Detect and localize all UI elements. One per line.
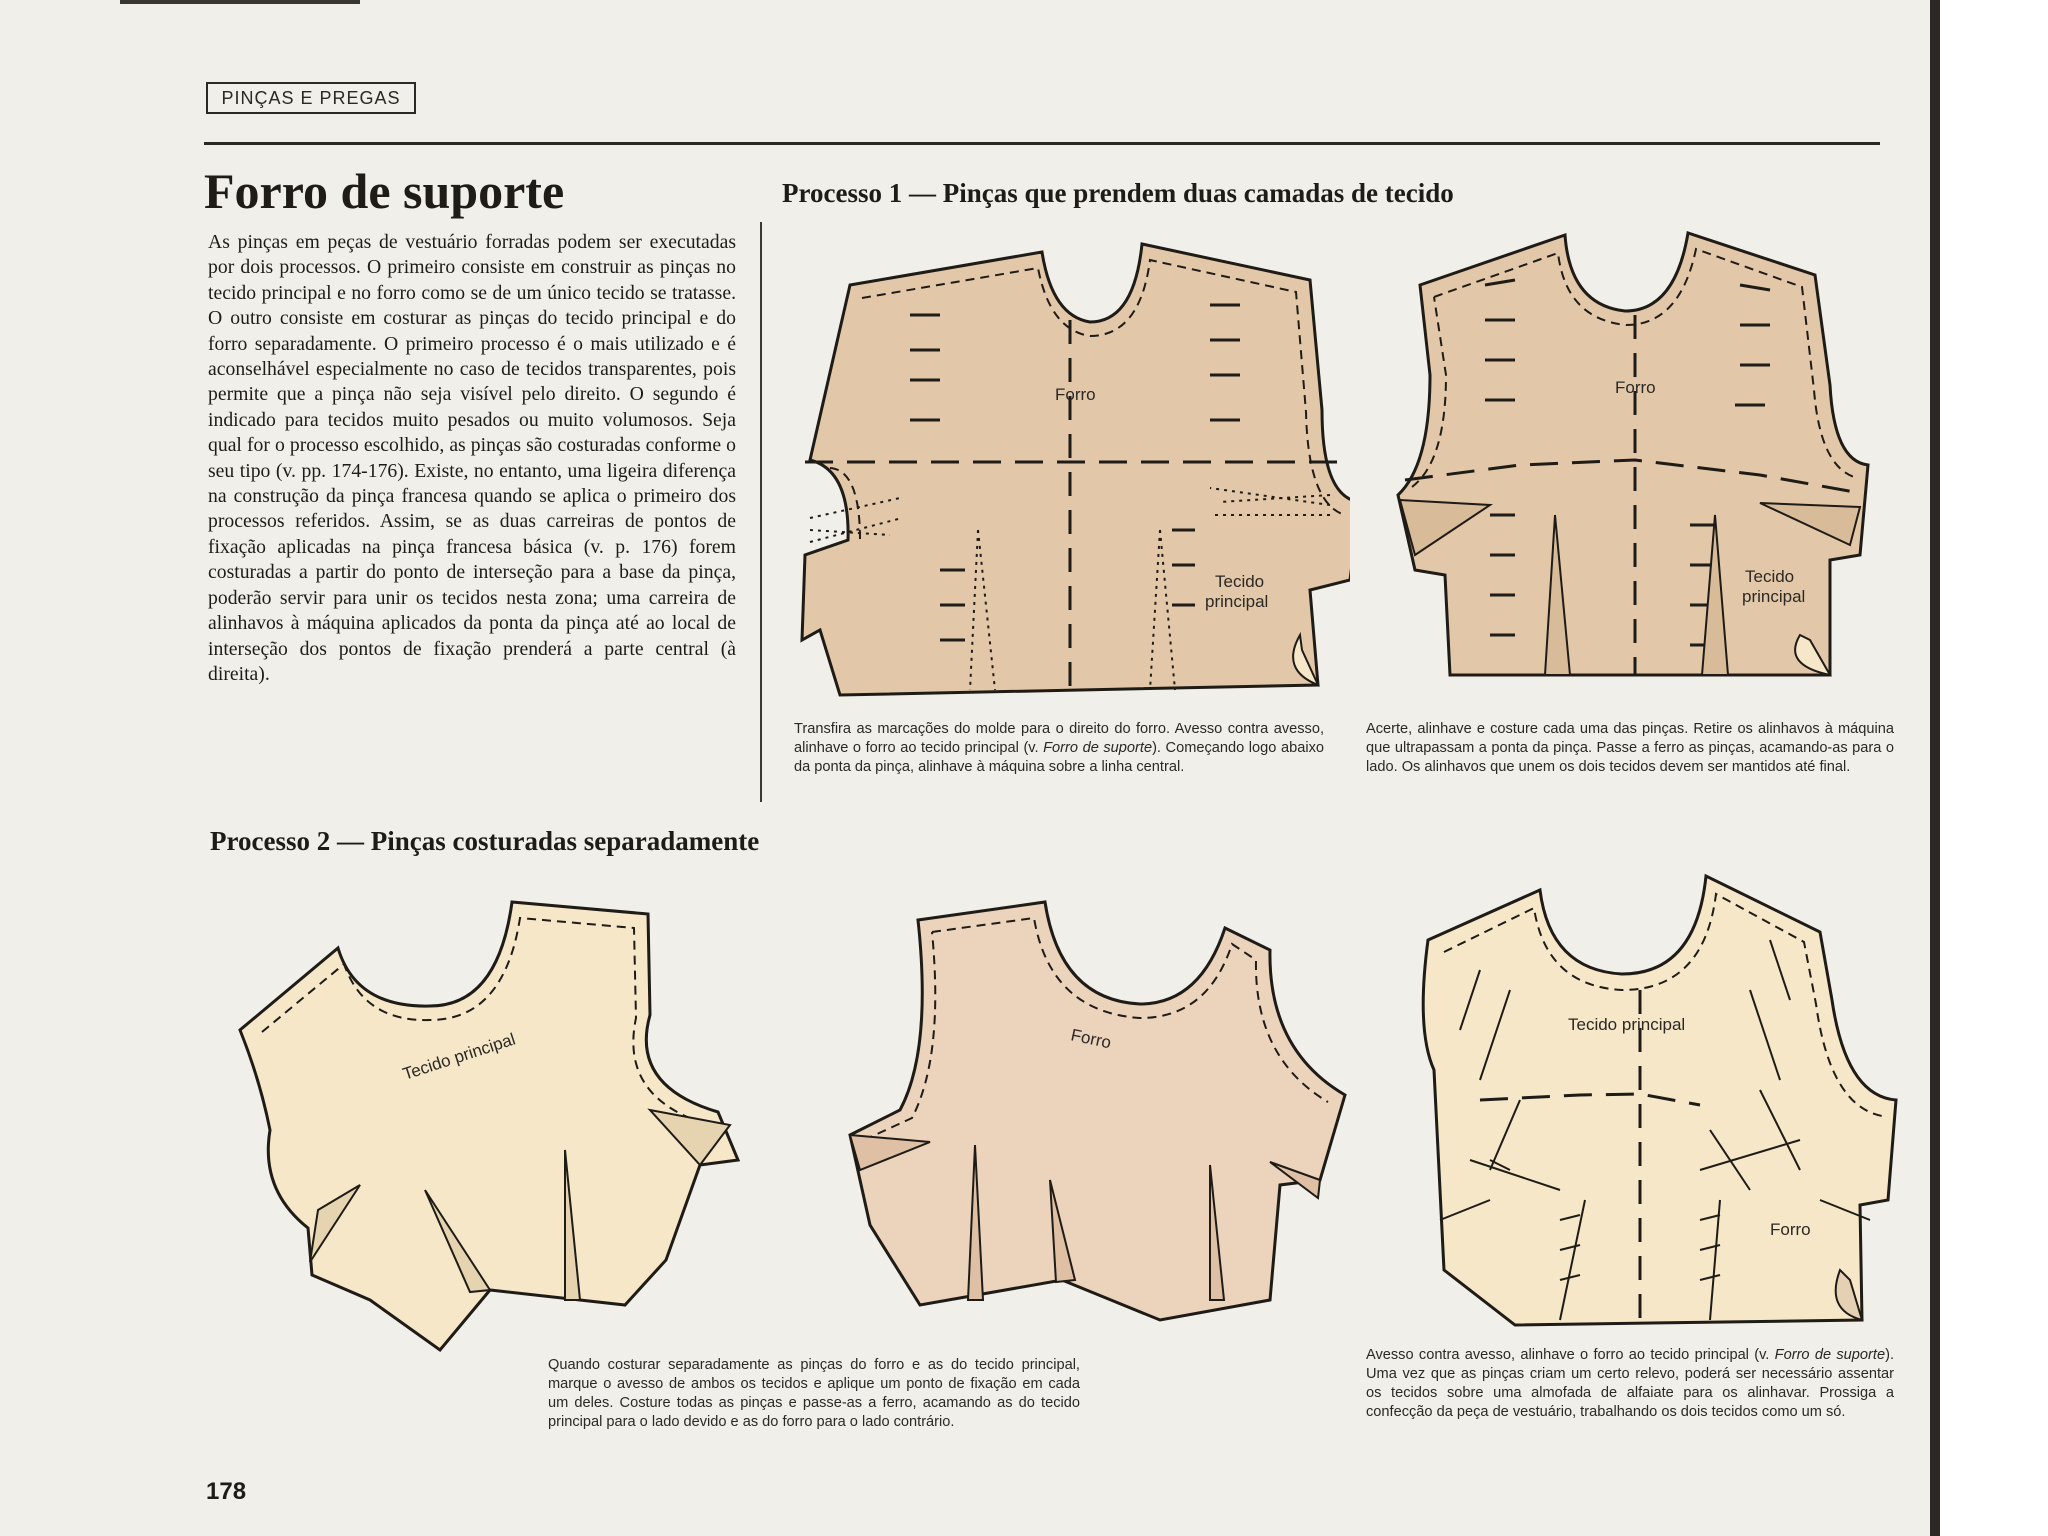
section-label: PINÇAS E PREGAS — [206, 82, 416, 114]
label-principal: principal — [1205, 592, 1269, 611]
label-tecido: Tecido — [1745, 567, 1795, 586]
book-spine — [1930, 0, 1940, 1536]
label-forro: Forro — [1055, 385, 1096, 404]
caption-process2-right: Avesso contra avesso, alinhave o forro ao tecido principal (v. Forro de suporte). Uma vez que as pinças criam um certo relevo, poderá ser necessário assentar os tecidos sobre uma almofada de alfaiate para os alinhavar. Prossiga a confecção da peça de vestuário, trabalhando os dois tecidos como um só. — [1366, 1347, 1894, 1420]
figure-process1-step2 — [1390, 225, 1890, 695]
intro-paragraph: As pinças em peças de vestuário forradas podem ser executadas por dois processos. O primeiro consiste em construir as pinças no tecido principal e no forro como se de um único tecido se tratasse. O outro consiste em costurar as pinças do tecido principal e do forro separadamente. O primeiro processo é o mais utilizado e é aconselhável especialmente no caso de tecidos transparentes, pois permite que a pinça não seja visível pelo direito. O segundo é indicado para tecidos muito pesados ou muito volumosos. Seja qual for o processo escolhido, as pinças são costuradas conforme o seu tipo (v. pp. 174-176). Existe, no entanto, uma ligeira diferença na construção da pinça francesa quando se aplica o primeiro dos processos referidos. Assim, se as duas carreiras de pontos de fixação aplicadas na pinça francesa básica (v. p. 176) forem costuradas a partir do ponto de interseção para a base da pinça, poderão servir para unir os tecidos nesta zona; uma carreira de alinhavos à máquina aplicados da ponta da pinça até ao local de interseção dos pontos de fixação prenderá a parte central (à direita). — [208, 231, 736, 685]
lining-shape — [850, 902, 1345, 1320]
page-title: Forro de suporte — [204, 163, 565, 219]
label-principal: principal — [1742, 587, 1806, 606]
label-tecido-principal: Tecido principal — [400, 1029, 518, 1084]
label-tecido-principal: Tecido principal — [1568, 1015, 1686, 1034]
label-forro: Forro — [1615, 378, 1656, 397]
label-forro: Forro — [1770, 1220, 1811, 1239]
caption-process1-step2: Acerte, alinhave e costure cada uma das pinças. Retire os alinhavos à máquina que ultrapassam a ponta da pinça. Passe a ferro as pinças, acamando-as para o lado. Os alinhavos que unem os dois tecidos devem ser mantidos até final. — [1366, 721, 1894, 775]
lining-bodice-shape — [802, 244, 1350, 695]
page-number: 178 — [206, 1478, 247, 1505]
process1-heading: Processo 1 — Pinças que prendem duas camadas de tecido — [782, 178, 1454, 208]
figure-process2-lining — [840, 880, 1360, 1340]
caption-process1-step1: Transfira as marcações do molde para o direito do forro. Avesso contra avesso, alinhave o forro ao tecido principal (v. Forro de suporte). Começando logo abaixo da ponta da pinça, alinhave à máquina sobre a linha central. — [794, 721, 1324, 775]
process2-heading: Processo 2 — Pinças costuradas separadamente — [210, 826, 760, 856]
bodice-shape — [1398, 233, 1868, 675]
header-rule — [204, 142, 1880, 145]
top-edge-bar — [120, 0, 360, 4]
figure-process2-main-fabric — [230, 880, 760, 1360]
figure-process2-basted — [1400, 870, 1920, 1340]
figure-process1-step1 — [790, 230, 1350, 710]
label-tecido: Tecido — [1215, 572, 1265, 591]
label-forro: Forro — [1069, 1025, 1113, 1053]
caption-process2-left: Quando costurar separadamente as pinças do forro e as do tecido principal, marque o avesso de ambos os tecidos e aplique um ponto de fixação em cada um deles. Costure todas as pinças e passe-as a ferro, acamando as do tecido principal para o lado devido e as do forro para o lado contrário. — [548, 1357, 1080, 1430]
column-divider — [760, 222, 762, 802]
